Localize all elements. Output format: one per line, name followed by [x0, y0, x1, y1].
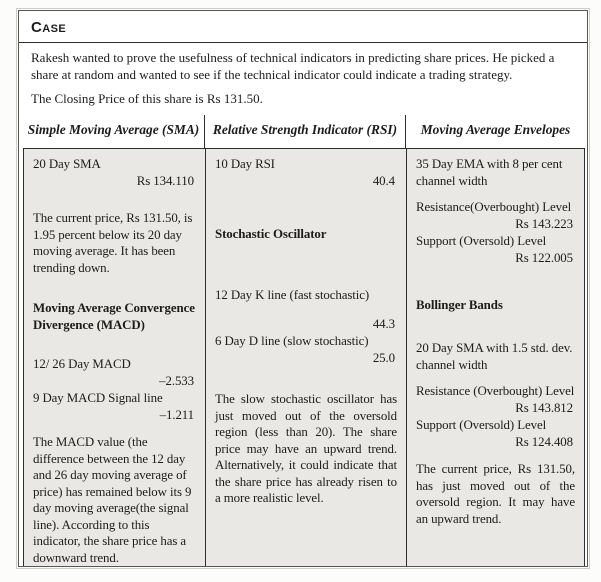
indicator-label: 12 Day K line (fast stochastic): [215, 288, 370, 302]
indicator-value: Rs 122.005: [515, 251, 573, 265]
indicator-heading: Stochastic Oscillator: [215, 227, 327, 241]
spacer: [33, 334, 196, 356]
indicator-value: Rs 143.223: [515, 217, 573, 231]
indicator-heading: Bollinger Bands: [416, 298, 503, 312]
spacer: [215, 190, 397, 226]
column-rsi: [205, 149, 406, 567]
column-envelopes: [406, 149, 584, 567]
indicator-label: 6 Day D line (slow stochastic): [215, 334, 369, 348]
column-sma: [24, 149, 205, 567]
spacer: [33, 424, 196, 434]
column-header-sma: Simple Moving Average (SMA): [27, 122, 200, 137]
indicator-value: Rs 124.408: [515, 435, 573, 449]
spacer: [416, 267, 575, 297]
indicator-value: 40.4: [372, 174, 395, 188]
table-body-row: [23, 148, 585, 567]
spacer: [416, 314, 575, 340]
spacer: [33, 276, 196, 300]
indicator-label: Support (Oversold) Level: [416, 418, 547, 432]
spacer: [416, 451, 575, 461]
indicator-note: 20 Day SMA with 1.5 std. dev. channel width: [416, 341, 573, 372]
indicator-note: 35 Day EMA with 8 per cent channel width: [416, 157, 563, 188]
indicator-label: Resistance (Overbought) Level: [416, 384, 575, 398]
indicator-heading: Moving Average Convergence Divergence (MACD): [33, 301, 195, 332]
case-title: Case: [31, 19, 67, 36]
spacer: [215, 367, 397, 391]
spacer: [33, 190, 196, 210]
indicator-value: 44.3: [372, 317, 395, 331]
indicator-note: The current price, Rs 131.50, is 1.95 percent below its 20 day moving average. It has been trending down.: [33, 211, 193, 275]
indicator-note: The slow stochastic oscillator has just moved out of the oversold region (less than 20). The share price may have an upward trend. Alternatively, it could indicate that the share price has already risen to a more realistic level.: [215, 392, 397, 505]
spacer: [416, 373, 575, 383]
indicator-label: Resistance(Overbought) Level: [416, 200, 572, 214]
indicator-value: Rs 143.812: [515, 401, 573, 415]
intro-paragraph: Rakesh wanted to prove the usefulness of technical indicators in predicting share prices. He picked a share at random and wanted to see if the technical indicator could indicate a trading strategy.: [31, 50, 555, 82]
indicator-label: 20 Day SMA: [33, 157, 101, 171]
indicator-label: Support (Oversold) Level: [416, 234, 547, 248]
indicator-value: Rs 134.110: [136, 174, 194, 188]
column-header-envelopes: Moving Average Envelopes: [405, 115, 585, 148]
spacer: [215, 304, 397, 316]
spacer: [416, 189, 575, 199]
indicator-value: –2.533: [159, 374, 194, 388]
indicator-label: 12/ 26 Day MACD: [33, 357, 131, 371]
case-box: [18, 10, 588, 567]
indicator-label: 10 Day RSI: [215, 157, 275, 171]
indicator-value: 25.0: [372, 351, 395, 365]
table-header-row: [23, 115, 585, 148]
case-intro: [19, 43, 587, 107]
indicator-note: The MACD value (the difference between the 12 day and 26 day moving average of price) has remained below its 9 day moving average(the signal line). According to this indicator, the share price has a downward trend.: [33, 435, 192, 565]
indicator-note: The current price, Rs 131.50, has just moved out of the oversold region. It may have an upward trend.: [416, 462, 575, 526]
indicator-label: 9 Day MACD Signal line: [33, 391, 163, 405]
spacer: [215, 243, 397, 287]
closing-price-line: The Closing Price of this share is Rs 131.50.: [31, 91, 263, 106]
indicator-value: –1.211: [159, 408, 194, 422]
indicator-table: [23, 115, 585, 567]
column-header-rsi: Relative Strength Indicator (RSI): [204, 115, 405, 148]
